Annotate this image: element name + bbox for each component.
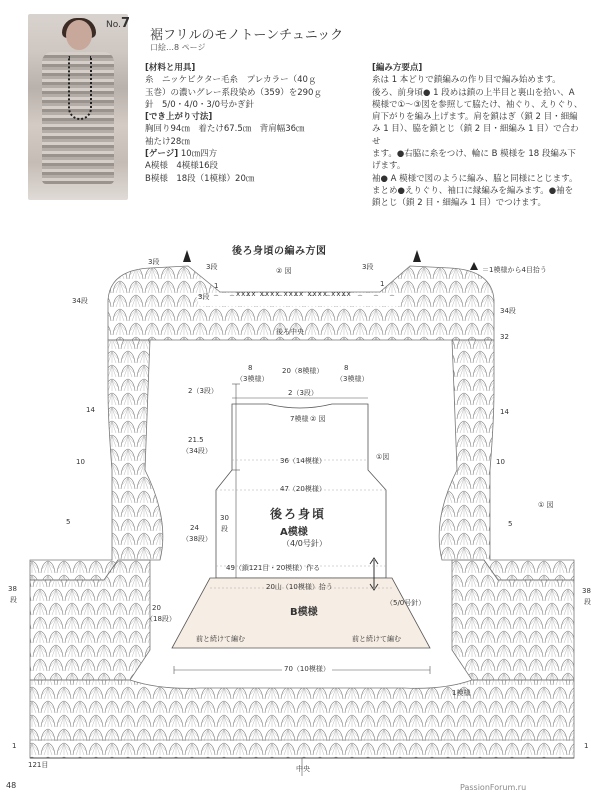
instruction-line: 後ろ、前身頃● 1 段めは鎖の上半目と裏山を拾い、A: [372, 87, 575, 98]
dim-label: 70（10模様）: [284, 665, 330, 673]
dim-label: 36（14模様）: [280, 457, 326, 465]
row-label: 3段: [198, 293, 210, 301]
materials-line: 糸 ニッケビクター毛糸 プレカラー（40ｇ: [145, 75, 317, 86]
body-title: 後ろ身頃: [270, 507, 327, 521]
fig1a-label: ①図: [376, 453, 390, 461]
instruction-line: 袖● A 模様で図のように編み、脇と同様にとじます。: [372, 173, 578, 184]
gauge-line: B模様 18段（1模様）20㎝: [145, 173, 255, 184]
back-center-label: 後ろ中央: [276, 328, 304, 336]
row-label: 38: [8, 585, 17, 593]
center-label: 中央: [296, 765, 310, 773]
continue-label: 前と続けて編む: [196, 635, 245, 643]
dim-label: （38段）: [182, 535, 212, 543]
dim-label: （3模様）: [236, 375, 269, 383]
instruction-line: 糸は 1 本どりで鎖編みの作り目で編み始めます。: [372, 75, 561, 86]
row-label: 1: [380, 280, 385, 288]
dim-label: 30: [220, 514, 229, 522]
row-label: 3段: [362, 263, 374, 271]
gauge-size: 10㎝四方: [180, 149, 218, 160]
row-label: 32: [500, 333, 509, 341]
left-side-panel: [30, 340, 163, 580]
size-heading: [でき上がり寸法]: [145, 112, 213, 123]
dim-label: 段: [221, 525, 228, 533]
row-label: 14: [500, 408, 509, 416]
start-chain-label: 49（鎖121目・20模様）作る: [226, 564, 321, 572]
watermark: PassionForum.ru: [460, 783, 527, 792]
row-label: 1: [12, 742, 17, 750]
dim-label: （18段）: [146, 615, 176, 623]
row-label: 34段: [72, 297, 88, 305]
legend-text: ＝1模様から4目拾う: [482, 266, 547, 274]
fig2b-label: ② 図: [310, 415, 326, 423]
item-number: No.7: [106, 16, 130, 31]
page-number: 48: [6, 781, 17, 790]
fig2-label: ② 図: [276, 267, 292, 275]
row-label: 10: [496, 458, 505, 466]
pick-up-label: 20山（10模様）拾う: [266, 583, 333, 591]
row-label: 10: [76, 458, 85, 466]
diagram-title: 後ろ身頃の編み方図: [232, 246, 327, 257]
stitch-count: 121目: [28, 761, 49, 769]
instruction-line: ます。●右脇に糸をつけ、輪に B 模様を 18 段編み下: [372, 149, 576, 160]
row-label: 段: [584, 598, 591, 606]
dim-label: 2（3段）: [288, 389, 318, 397]
size-line: 胸回り94㎝ 着たけ67.5㎝ 背肩幅36㎝: [145, 124, 305, 135]
row-label: 3段: [148, 258, 160, 266]
materials-line: 玉巻）の濃いグレー系段染め（359）を290ｇ: [145, 87, 322, 98]
gauge-heading: [ゲージ]: [145, 149, 179, 160]
needle-a-label: （4/0号針）: [282, 539, 327, 548]
row-label: 1: [214, 282, 219, 290]
page-subtitle: 口絵…8 ページ: [150, 43, 206, 52]
instruction-line: 鎖とじ（鎖 2 目・細編み 1 目）でつけます。: [372, 198, 546, 209]
dim-label: 2（3段）: [188, 387, 218, 395]
dim-label: （3模様）: [336, 375, 369, 383]
dim-label: 7模様: [290, 415, 309, 423]
size-line: 袖たけ28㎝: [145, 136, 190, 147]
row-label: 3段: [206, 263, 218, 271]
materials-heading: [材料と用具]: [145, 63, 196, 73]
dim-label: 21.5: [188, 436, 204, 444]
row-label: 1: [584, 742, 589, 750]
instruction-line: 模様で①〜③図を参照して脇たけ、袖ぐり、えりぐり、: [372, 99, 583, 110]
dim-label: 20: [152, 604, 161, 612]
instruction-line: げます。: [372, 161, 406, 172]
gauge-line: A模様 4模様16段: [145, 161, 219, 172]
edge-x-marks: xxxx xxxx xxxx xxxx xxxx: [236, 290, 352, 298]
row-label: 38: [582, 587, 591, 595]
dim-label: （34段）: [182, 447, 212, 455]
row-label: 34段: [500, 307, 516, 315]
continue-label: 前と続けて編む: [352, 635, 401, 643]
marker-right: [413, 250, 421, 262]
pattern-b-label: B模様: [290, 607, 318, 618]
pattern-a-label: A模様: [280, 527, 308, 538]
hem-bottom-band: [30, 680, 574, 758]
row-label: 段: [10, 596, 17, 604]
instruction-line: まとめ●えりぐり、袖口に縁編みを編みます。●袖を: [372, 185, 574, 196]
instruction-line: 肩下がりを編み上げます。肩を鎖はぎ（鎖 2 目・細編: [372, 112, 578, 123]
right-side-panel: [439, 340, 574, 580]
dim-label: 20（8模様）: [282, 367, 324, 375]
row-label: 14: [86, 406, 95, 414]
dim-label: 24: [190, 524, 199, 532]
dim-label: 47（20模様）: [280, 485, 326, 493]
fig1-label: ① 図: [538, 501, 554, 509]
row-label: 5: [66, 518, 71, 526]
materials-line: 針 5/0・4/0・3/0号かぎ針: [145, 99, 255, 110]
needle-b-label: （5/0号針）: [386, 599, 426, 607]
row-label: 5: [508, 520, 513, 528]
instruction-line: み 1 目）、脇を鎖とじ（鎖 2 目・細編み 1 目）で合わせ: [372, 124, 579, 147]
dim-label: 8: [248, 364, 253, 372]
one-pattern-label: 1模様: [452, 689, 471, 697]
page-title: 裾フリルのモノトーンチュニック: [150, 28, 344, 43]
legend-marker: [470, 262, 478, 270]
instructions-heading: [編み方要点]: [372, 63, 423, 73]
marker-left: [183, 250, 191, 262]
dim-label: 8: [344, 364, 349, 372]
